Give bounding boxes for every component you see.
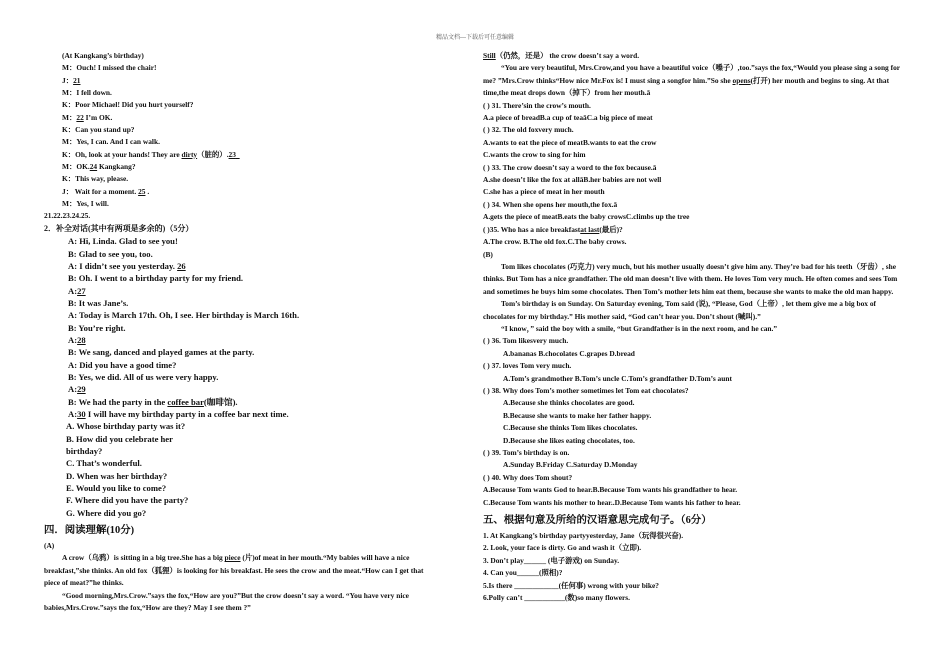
blank-24: 24 xyxy=(89,162,98,172)
dialog1-line: J：21 xyxy=(62,75,81,85)
passage-a-paragraph: “Good morning,Mrs.Crow.”says the fox,“How are you?”But the crow doesn’t say a word. “You have very nice babies,Mrs.Crow.”says the fox,“How are they? May I see them ?” xyxy=(44,590,409,613)
passage-b-label: (B) xyxy=(483,249,493,259)
dialog2-line: A:29 xyxy=(68,384,86,395)
dialog1-line: M：Yes, I will. xyxy=(62,199,109,209)
question-line: ( ) 31. There’sin the crow’s mouth. xyxy=(483,100,591,110)
question-line: ( ) 37. loves Tom very much. xyxy=(483,361,572,371)
option-item: A. Whose birthday party was it? xyxy=(66,421,186,432)
dialog1-line: M：I fell down. xyxy=(62,88,112,98)
option-item: birthday? xyxy=(66,446,103,456)
question-options: A.wants to eat the piece of meatB.wants to eat the crow xyxy=(483,137,657,147)
dialog2-line: A: I didn’t see you yesterday. 26 xyxy=(68,260,186,271)
dialog1-line: M：22 I’m OK. xyxy=(62,112,113,122)
question-options: C.wants the crow to sing for him xyxy=(483,150,586,160)
blank-27: 27 xyxy=(77,285,86,296)
question-line: ( ) 32. The old foxvery much. xyxy=(483,125,574,135)
blank-29: 29 xyxy=(77,384,86,395)
dialog2-line: A:30 I will have my birthday party in a coffee bar next time. xyxy=(68,408,289,419)
question-options: D.Because she likes eating chocolates, too. xyxy=(503,435,635,445)
left-column xyxy=(44,50,440,614)
dialog2-line: B: We had the party in the coffee bar(咖啡馆). xyxy=(68,396,238,407)
q2-title: 2．补全对话(其中有两项是多余的)（5分） xyxy=(44,223,194,233)
question-options: A.she doesn’t like the fox at allāB.her babies are not well xyxy=(483,175,662,185)
option-item: E. Would you like to come? xyxy=(66,483,167,494)
question-options: A.gets the piece of meatB.eats the baby crowsC.climbs up the tree xyxy=(483,212,690,222)
question-options: C.Because Tom wants his mother to hear..D.Because Tom wants his father to hear. xyxy=(483,497,741,507)
section5-title: 五、根据句意及所给的汉语意思完成句子。（6分） xyxy=(483,515,712,527)
question-options: C.she has a piece of meat in her mouth xyxy=(483,187,605,197)
question-options: A.Tom’s grandmother B.Tom’s uncle C.Tom’s grandfather D.Tom’s aunt xyxy=(503,373,732,383)
blank-28: 28 xyxy=(77,334,86,345)
section4-title: 四．阅读理解(10分) xyxy=(44,525,135,537)
question-options: A.The crow. B.The old fox.C.The baby crows. xyxy=(483,237,627,247)
page-header: 精品文档---下载后可任意编辑 xyxy=(436,35,514,41)
scene-title: (At Kangkang’s birthday) xyxy=(62,51,144,60)
question-options: A.Because Tom wants God to hear.B.Because Tom wants his grandfather to hear. xyxy=(483,485,738,495)
fill-sentence: 4. Can you______(照相)? xyxy=(483,568,563,578)
fill-sentence: 6.Polly can’t ___________(数)so many flowers. xyxy=(483,593,630,603)
dialog2-line: B: It was Jane’s. xyxy=(68,297,129,308)
dialog2-line: A: Did you have a good time? xyxy=(68,359,177,370)
passage-b-paragraph: “I know，” said the boy with a smile, “but Grandfather is in the next room, and he can.” xyxy=(501,323,778,333)
fill-sentence: 1. At Kangkang’s birthday partyyesterday, Jane（玩得很兴奋). xyxy=(483,531,684,541)
passage-b-paragraph: Tom’s birthday is on Sunday. On Saturday evening, Tom said (说), “Please, God（上帝）, let them give me a big box of chocolates for my birthday.” His mother said, “God can’t hear you. Don’t shout (喊叫).” xyxy=(483,299,876,321)
dialog1-line: M：OK.24 Kangkang? xyxy=(62,162,136,172)
passage-b-paragraph: Tom likes chocolates (巧克力) very much, but his mother usually doesn’t give him any. They’re bad for his teeth（牙齿）, she thinks. But Tom has a nice grandfather. The old man doesn’t live with them. He loves Tom very much. He often comes and sees Tom and sometimes he buys him some chocolates. Then Tom’s mother lets him eat them, because she wants to make the old man happy. xyxy=(483,261,898,296)
fill-sentence: 3. Don’t play______ (电子游戏) on Sunday. xyxy=(483,555,620,565)
question-line: ( ) 36. Tom likesvery much. xyxy=(483,336,569,346)
dialog2-line: B: Glad to see you, too. xyxy=(68,248,153,259)
question-line: ( )35. Who has a nice breakfastat last(最后)? xyxy=(483,224,623,234)
option-item: C. That’s wonderful. xyxy=(66,458,142,469)
fill-sentence: 5.Is there ____________(任何事) wrong with your bike? xyxy=(483,580,659,590)
dialog1-line: K：Oh, look at your hands! They are dirty（脏的）.23 xyxy=(62,149,236,159)
dialog1-line: J： Wait for a moment. 25 . xyxy=(62,186,150,196)
option-item: F. Where did you have the party? xyxy=(66,495,189,506)
blank-22: 22 xyxy=(76,112,84,122)
right-column xyxy=(483,50,908,604)
dialog2-line: B: Oh. I went to a birthday party for my friend. xyxy=(68,273,244,284)
option-item: G. Where did you go? xyxy=(66,507,147,518)
dialog2-line: A: Hi, Linda. Glad to see you! xyxy=(68,236,178,247)
question-line: ( ) 33. The crow doesn’t say a word to the fox because.ā xyxy=(483,162,657,172)
blank-25: 25 xyxy=(138,186,146,196)
question-line: ( ) 38. Why does Tom’s mother sometimes let Tom eat chocolates? xyxy=(483,385,689,395)
question-line: ( ) 40. Why does Tom shout? xyxy=(483,472,573,482)
dialog1-line: K：This way, please. xyxy=(62,174,129,184)
dialog2-line: A:28 xyxy=(68,334,86,345)
question-options: C.Because she thinks Tom likes chocolates. xyxy=(503,423,638,433)
dialog1-line: K：Can you stand up? xyxy=(62,125,135,135)
question-options: A.a piece of breadB.a cup of teaāC.a big piece of meat xyxy=(483,113,653,123)
option-item: D. When was her birthday? xyxy=(66,470,168,481)
question-options: A.Sunday B.Friday C.Saturday D.Monday xyxy=(503,460,638,470)
answers-line: 21.22.23.24.25. xyxy=(44,211,91,221)
dialog1-line: M：Yes, I can. And I can walk. xyxy=(62,137,160,147)
blank-30: 30 xyxy=(77,408,86,419)
fill-sentence: 2. Look, your face is dirty. Go and wash it（立即). xyxy=(483,543,642,553)
option-item: B. How did you celebrate her xyxy=(66,433,173,444)
dialog2-line: B: We sang, danced and played games at the party. xyxy=(68,347,255,358)
passage-a-label: (A) xyxy=(44,541,55,551)
passage-a-paragraph: “You are very beautiful, Mrs.Crow,and you have a beautiful voice（嗓子）,too.”says the fox,“Would you please sing a song for me? ”Mrs.Crow thinks“How nice Mr.Fox is! I must sing a songfor him.”So she opens(打开) her mouth and begins to sing. At that time,the meat drops down（掉下）from her mouth.ā xyxy=(483,63,900,98)
question-line: ( ) 34. When she opens her mouth,the fox.ā xyxy=(483,199,618,209)
question-options: A.Because she thinks chocolates are good. xyxy=(503,398,635,408)
question-line: ( ) 39. Tom’s birthday is on. xyxy=(483,448,570,457)
passage-a-paragraph: A crow（乌鸦）is sitting in a big tree.She has a big piece (片)of meat in her mouth.“My babies will have a nice breakfast,”she thinks. An old fox（狐狸）is looking for his breakfast. He sees the crow and the meat.“How can I get that piece of meat?”he thinks. xyxy=(44,553,424,588)
dialog1-line: M：Ouch! I missed the chair! xyxy=(62,63,157,73)
blank-21: 21 xyxy=(73,75,81,85)
question-options: A.bananas B.chocolates C.grapes D.bread xyxy=(503,348,635,358)
dialog2-line: A:27 xyxy=(68,285,86,296)
blank-26: 26 xyxy=(177,260,186,271)
dialog2-line: B: Yes, we did. All of us were very happy. xyxy=(68,371,219,382)
dialog2-line: B: You’re right. xyxy=(68,322,126,333)
question-options: B.Because she wants to make her father happy. xyxy=(503,410,652,420)
dialog2-line: A: Today is March 17th. Oh, I see. Her birthday is March 16th. xyxy=(68,310,300,321)
passage-a-paragraph: Still（仍然，还是） the crow doesn’t say a word. xyxy=(483,51,640,60)
dialog1-line: K：Poor Michael! Did you hurt yourself? xyxy=(62,100,194,110)
blank-23: 23 xyxy=(228,149,236,159)
